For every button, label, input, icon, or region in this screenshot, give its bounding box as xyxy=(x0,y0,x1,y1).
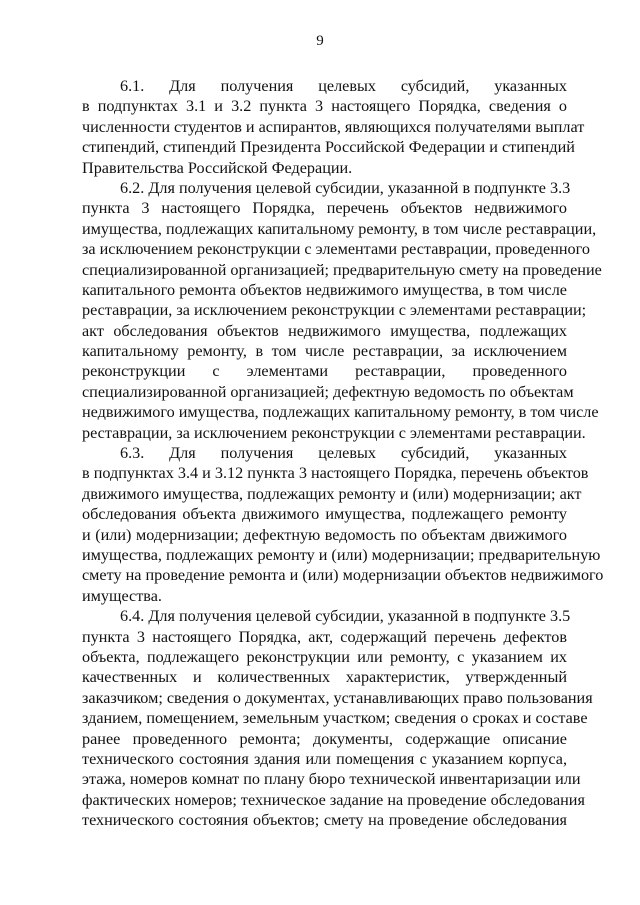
paragraph-line: зданием, помещением, земельным участком; сведения о сроках и составе xyxy=(82,709,588,728)
paragraph xyxy=(82,443,604,606)
paragraph xyxy=(82,178,602,443)
paragraph-line: в подпунктах 3.4 и 3.12 пункта 3 настоящего Порядка, перечень объектов xyxy=(82,464,589,483)
paragraph-line: ранее проведенного ремонта; документы, содержащие описание xyxy=(82,729,567,748)
paragraph-line: имущества, подлежащих ремонту и (или) модернизации; предварительную xyxy=(82,545,601,564)
paragraph-line: реставрации, за исключением реконструкции с элементами реставрации; xyxy=(82,301,587,320)
paragraph xyxy=(82,76,585,178)
paragraph-line: фактических номеров; техническое задание на проведение обследования xyxy=(82,790,585,809)
paragraph-line: имущества, подлежащих капитальному ремонту, в том числе реставрации, xyxy=(82,219,597,238)
paragraph-line: за исключением реконструкции с элементами реставрации, проведенного xyxy=(82,240,590,259)
paragraph-line: реконструкции с элементами реставрации, проведенного xyxy=(82,362,567,381)
paragraph-line: имущества. xyxy=(82,586,162,605)
paragraph-line: смету на проведение ремонта и (или) модернизации объектов недвижимого xyxy=(82,566,604,585)
paragraph-line: акт обследования объектов недвижимого имущества, подлежащих xyxy=(82,321,567,340)
paragraph-line: технического состояния объектов; смету на проведение обследования xyxy=(82,811,567,830)
paragraph-line: численности студентов и аспирантов, являющихся получателями выплат xyxy=(82,117,585,136)
paragraph-line: качественных и количественных характеристик, утвержденный xyxy=(82,668,567,687)
paragraph-line: 6.1. Для получения целевых субсидий, указанных xyxy=(120,77,567,95)
paragraph-line: капитального ремонта объектов недвижимого имущества, в том числе xyxy=(82,280,567,299)
paragraph-line: технического состояния здания или помещения с указанием корпуса, xyxy=(82,749,567,768)
paragraph-line: 6.4. Для получения целевой субсидии, указанной в подпункте 3.5 xyxy=(120,607,571,626)
paragraph-line: специализированной организацией; предварительную смету на проведение xyxy=(82,260,602,279)
paragraph-line: пункта 3 настоящего Порядка, перечень объектов недвижимого xyxy=(82,199,567,218)
page-number: 9 xyxy=(316,33,324,49)
paragraph-line: движимого имущества, подлежащих ремонту и (или) модернизации; акт xyxy=(82,484,582,503)
paragraph-line: недвижимого имущества, подлежащих капитальному ремонту, в том числе xyxy=(82,403,599,422)
paragraph-line: реставрации, за исключением реконструкции с элементами реставрации. xyxy=(82,423,586,442)
document-body xyxy=(82,76,604,830)
paragraph-line: специализированной организацией; дефектную ведомость по объектам xyxy=(82,382,574,401)
paragraph-line: в подпунктах 3.1 и 3.2 пункта 3 настоящего Порядка, сведения о xyxy=(82,97,567,116)
paragraph-line: объекта, подлежащего реконструкции или ремонту, с указанием их xyxy=(82,647,567,666)
paragraph-line: этажа, номеров комнат по плану бюро технической инвентаризации или xyxy=(82,770,581,789)
paragraph-line: капитальному ремонту, в том числе реставрации, за исключением xyxy=(82,342,567,361)
paragraph-line: заказчиком; сведения о документах, устанавливающих право пользования xyxy=(82,688,593,707)
paragraph-line: обследования объекта движимого имущества, подлежащего ремонту xyxy=(82,505,567,524)
paragraph-line: стипендий, стипендий Президента Российской Федерации и стипендий xyxy=(82,138,575,157)
paragraph xyxy=(82,606,593,830)
paragraph-line: пункта 3 настоящего Порядка, акт, содержащий перечень дефектов xyxy=(82,627,567,646)
paragraph-line: 6.2. Для получения целевой субсидии, указанной в подпункте 3.3 xyxy=(120,178,571,197)
paragraph-line: Правительства Российской Федерации. xyxy=(82,158,353,177)
paragraph-line: и (или) модернизации; дефектную ведомость по объектам движимого xyxy=(82,525,567,544)
paragraph-line: 6.3. Для получения целевых субсидий, указанных xyxy=(120,444,567,463)
